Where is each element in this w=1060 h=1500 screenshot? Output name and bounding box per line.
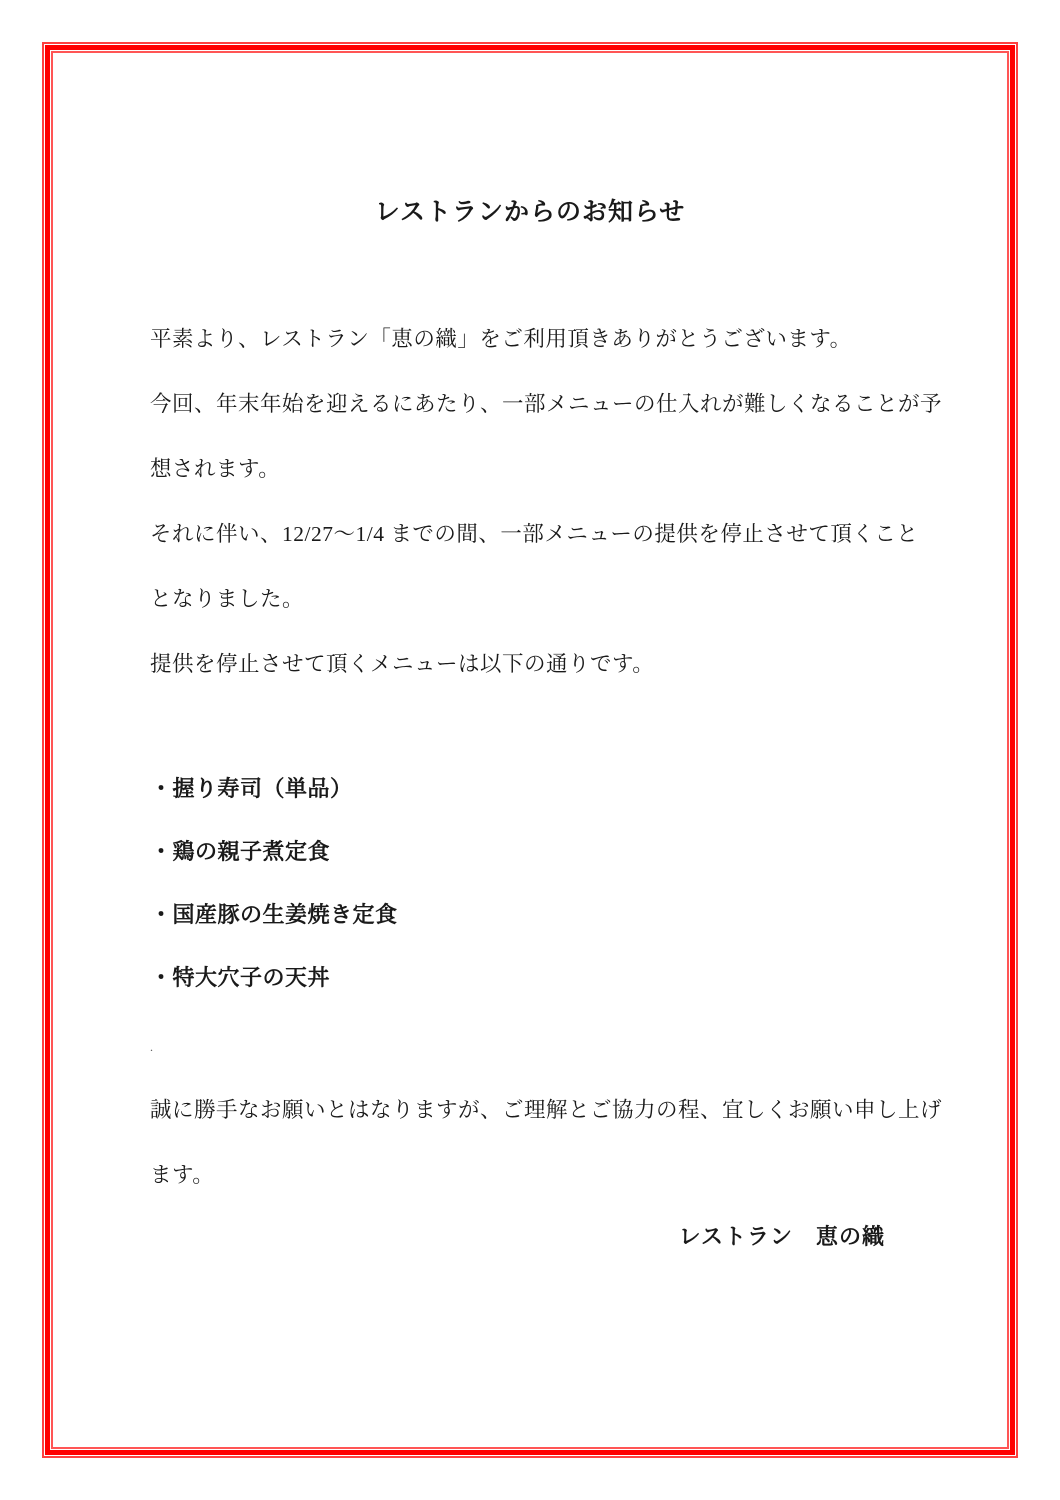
restaurant-signature: レストラン 恵の織 (678, 1224, 885, 1249)
body-line: 今回、年末年始を迎えるにあたり、一部メニューの仕入れが難しくなることが予 (150, 392, 943, 416)
document-title: レストランからのお知らせ (374, 199, 686, 226)
body-line: となりました。 (150, 587, 305, 611)
suspended-menu-item: ・特大穴子の天丼 (150, 965, 331, 990)
suspended-menu-item: ・国産豚の生姜焼き定食 (150, 902, 398, 927)
stray-period-mark: . (150, 1040, 153, 1054)
closing-line: ます。 (150, 1163, 215, 1187)
body-line: 提供を停止させて頂くメニューは以下の通りです。 (150, 652, 655, 676)
body-line: 想されます。 (150, 457, 281, 481)
suspended-menu-item: ・握り寿司（単品） (150, 776, 353, 801)
suspended-menu-item: ・鶏の親子煮定食 (150, 839, 331, 864)
body-line: それに伴い、12/27～1/4 までの間、一部メニューの提供を停止させて頂くこと (150, 522, 919, 546)
closing-line: 誠に勝手なお願いとはなりますが、ご理解とご協力の程、宜しくお願い申し上げ (150, 1098, 943, 1122)
body-line: 平素より、レストラン「恵の織」をご利用頂きありがとうございます。 (150, 327, 852, 351)
